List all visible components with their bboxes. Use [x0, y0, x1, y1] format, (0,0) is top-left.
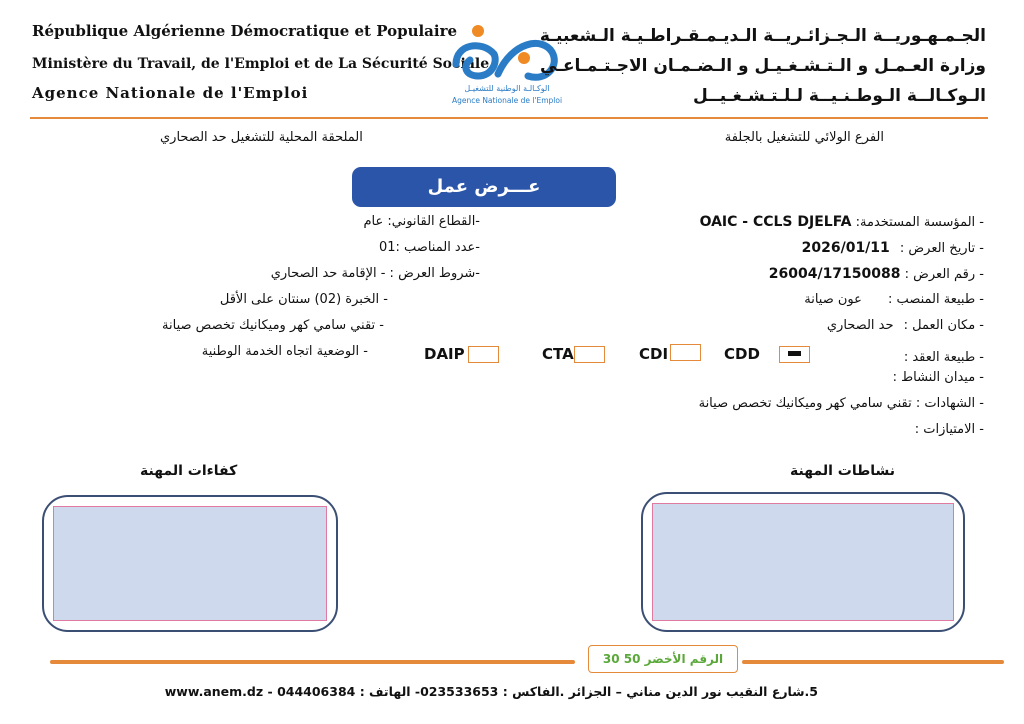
field-workplace — [624, 318, 984, 344]
field-value: OAIC - CCLS DJELFA — [699, 214, 852, 230]
header-ar-line3: الـوكـالــة الـوطـنـيــة لـلـتـشـغـيــل — [693, 86, 986, 106]
branch-right: الفرع الولائي للتشغيل بالجلفة — [724, 130, 884, 145]
field-label: - ميدان النشاط : — [892, 370, 984, 385]
competencies-content — [53, 506, 327, 621]
field-label: - تاريخ العرض : — [899, 241, 984, 256]
header-ar-line1: الجـمـهـوريــة الـجـزائـريــة الـديـمـقـراطـيـة الـشعبيـة — [539, 26, 986, 46]
field-employer — [624, 214, 984, 240]
field-label: - الشهادات : — [915, 396, 984, 411]
left-field-experience: - الخبرة (02) سنتان على الأقل — [219, 292, 388, 307]
field-diplomas — [624, 396, 984, 422]
contract-option-cdi-label: CDI — [639, 345, 669, 363]
field-value: تقني سامي كهر وميكانيك تخصص صيانة — [698, 396, 912, 411]
footer-rule-right — [742, 660, 1004, 664]
left-fields — [160, 214, 480, 370]
page-title: عـــرض عمل — [352, 167, 616, 207]
field-value: حد الصحاري — [826, 318, 894, 333]
field-label: - المؤسسة المستخدمة: — [855, 215, 984, 230]
green-number-badge: الرقم الأخضر 50 30 — [588, 645, 738, 673]
field-value: 26004/17150088 — [768, 266, 901, 282]
header-ar-line2: وزارة العـمـل و الـتـشـغـيـل و الـضـمـان الاجـتـمـاعـي — [539, 56, 986, 76]
left-field-conditions: -شروط العرض : - الإقامة حد الصحاري — [270, 266, 480, 281]
competencies-panel — [42, 495, 338, 632]
field-position — [624, 292, 984, 318]
branch-left: الملحقة المحلية للتشغيل حد الصحاري — [160, 130, 363, 145]
field-label: - طبيعة المنصب : — [888, 292, 984, 307]
contract-checkbox-cta[interactable] — [574, 346, 605, 363]
field-benefits — [624, 422, 984, 448]
left-field-sector: -القطاع القانوني: عام — [363, 214, 480, 229]
field-label: - طبيعة العقد : — [903, 349, 984, 365]
field-value: عون صيانة — [804, 292, 862, 307]
checkmark-icon — [788, 351, 801, 356]
footer-address: 5.شارع النقيب نور الدين مناني – الجزائر .الفاكس : 023533653- الهاتف : 044406384 - www.anem.dz — [164, 684, 818, 699]
logo-arabic-text: الوكـالـة الوطنية للتشغيـل — [464, 84, 550, 93]
contract-option-daip-label: DAIP — [424, 345, 465, 363]
header-fr-line1: République Algérienne Démocratique et Populaire — [32, 22, 458, 40]
logo-french-text: Agence Nationale de l'Emploi — [451, 96, 563, 105]
section-competencies-title: كفاءات المهنة — [140, 463, 238, 479]
left-field-positions-count: -عدد المناصب :01 — [378, 240, 480, 255]
header-fr-line3: Agence Nationale de l'Emploi — [32, 84, 309, 102]
field-label: - مكان العمل : — [903, 318, 984, 333]
contract-checkbox-cdd[interactable] — [779, 346, 810, 363]
field-offer-date — [624, 240, 984, 266]
header-fr-line2: Ministère du Travail, de l'Emploi et de La Sécurité Sociale — [32, 56, 490, 72]
activities-panel — [641, 492, 965, 632]
field-label: - رقم العرض : — [904, 267, 984, 282]
header-divider — [30, 117, 988, 119]
left-field-diploma: - تقني سامي كهر وميكانيك تخصص صيانة — [162, 318, 384, 333]
right-fields — [624, 214, 984, 448]
field-offer-number — [624, 266, 984, 292]
contract-options — [424, 344, 816, 366]
activities-content — [652, 503, 954, 621]
footer-rule-left — [50, 660, 575, 664]
contract-option-cta-label: CTA — [542, 345, 574, 363]
field-label: - الامتيازات : — [914, 422, 984, 437]
field-value: 2026/01/11 — [801, 240, 890, 256]
contract-option-cdd-label: CDD — [724, 345, 760, 363]
left-field-military-status: - الوضعية اتجاه الخدمة الوطنية — [201, 344, 368, 359]
contract-checkbox-cdi[interactable] — [670, 344, 701, 361]
section-activities-title: نشاطات المهنة — [790, 463, 896, 479]
field-activity — [624, 370, 984, 396]
